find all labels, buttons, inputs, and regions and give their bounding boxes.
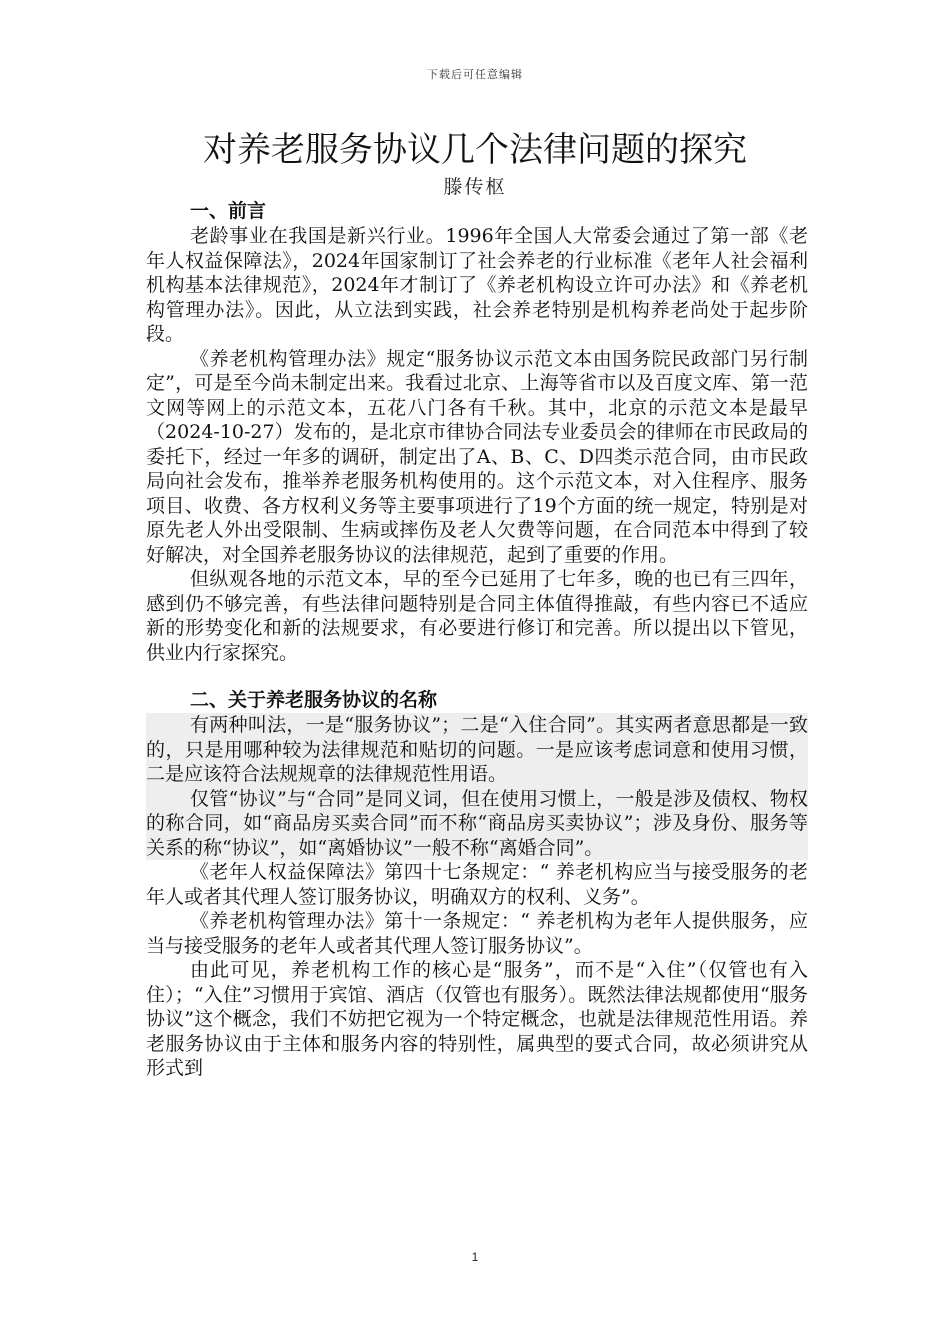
section-heading-agreement-name: 二、关于养老服务协议的名称 [190, 689, 438, 711]
paragraph: 《养老机构管理办法》规定“服务协议示范文本由国务院民政部门另行制定”，可是至今尚未制定出来。我看过北京、上海等省市以及百度文库、第一范文网等网上的示范文本，五花八门各有千秋。其中，北京的示范文本是最早（2024-10-27）发布的，是北京市律协合同法专业委员会的律师在市民政局的委托下，经过一年多的调研，制定出了A、B、C、D四类示范合同，由市民政局向社会发布，推举养老服务机构使用的。这个示范文本，对入住程序、服务项目、收费、各方权利义务等主要事项进行了19个方面的统一规定，特别是对原先老人外出受限制、生病或摔伤及老人欠费等问题，在合同范本中得到了较好解决，对全国养老服务协议的法律规范，起到了重要的作用。 [146, 347, 808, 566]
author-name: 滕传枢 [443, 176, 507, 198]
paragraph: 《老年人权益保障法》第四十七条规定：“ 养老机构应当与接受服务的老年人或者其代理人签订服务协议，明确双方的权利、义务”。 [146, 861, 808, 908]
paragraph: 仅管“协议”与“合同”是同义词，但在使用习惯上，一般是涉及债权、物权的称合同，如“商品房买卖合同”而不称“商品房买卖协议”；涉及身份、服务等关系的称“协议”，如“离婚协议”一般不称“离婚合同”。 [146, 787, 808, 859]
header-note: 下载后可任意编辑 [427, 68, 523, 81]
paragraph: 老龄事业在我国是新兴行业。1996年全国人大常委会通过了第一部《老年人权益保障法》，2024年国家制订了社会养老的行业标准《老年人社会福利机构基本法律规范》，2024年才制订了《养老机构设立许可办法》和《养老机构管理办法》。因此，从立法到实践，社会养老特别是机构养老尚处于起步阶段。 [146, 225, 808, 345]
paragraph: 有两种叫法，一是“服务协议”；二是“入住合同”。其实两者意思都是一致的，只是用哪种较为法律规范和贴切的问题。一是应该考虑词意和使用习惯，二是应该符合法规规章的法律规范性用语。 [146, 714, 808, 785]
paragraph: 《养老机构管理办法》第十一条规定：“ 养老机构为老年人提供服务，应当与接受服务的老年人或者其代理人签订服务协议”。 [146, 910, 808, 957]
document-body [146, 198, 808, 1081]
section-spacer [146, 665, 808, 687]
section-heading-preface: 一、前言 [190, 200, 267, 222]
page-number: 1 [471, 1250, 479, 1264]
paragraph: 由此可见，养老机构工作的核心是“服务”，而不是“入住”（仅管也有入住）；“入住”习惯用于宾馆、酒店（仅管也有服务）。既然法律法规都使用“服务协议”这个概念，我们不妨把它视为一个特定概念，也就是法律规范性用语。养老服务协议由于主体和服务内容的特别性，属典型的要式合同，故必须讲究从形式到 [146, 959, 808, 1079]
document-title: 对养老服务协议几个法律问题的探究 [203, 130, 747, 170]
paragraph: 但纵观各地的示范文本，早的至今已延用了七年多，晚的也已有三四年，感到仍不够完善，有些法律问题特别是合同主体值得推敲，有些内容已不适应新的形势变化和新的法规要求，有必要进行修订和完善。所以提出以下管见，供业内行家探究。 [146, 568, 808, 664]
